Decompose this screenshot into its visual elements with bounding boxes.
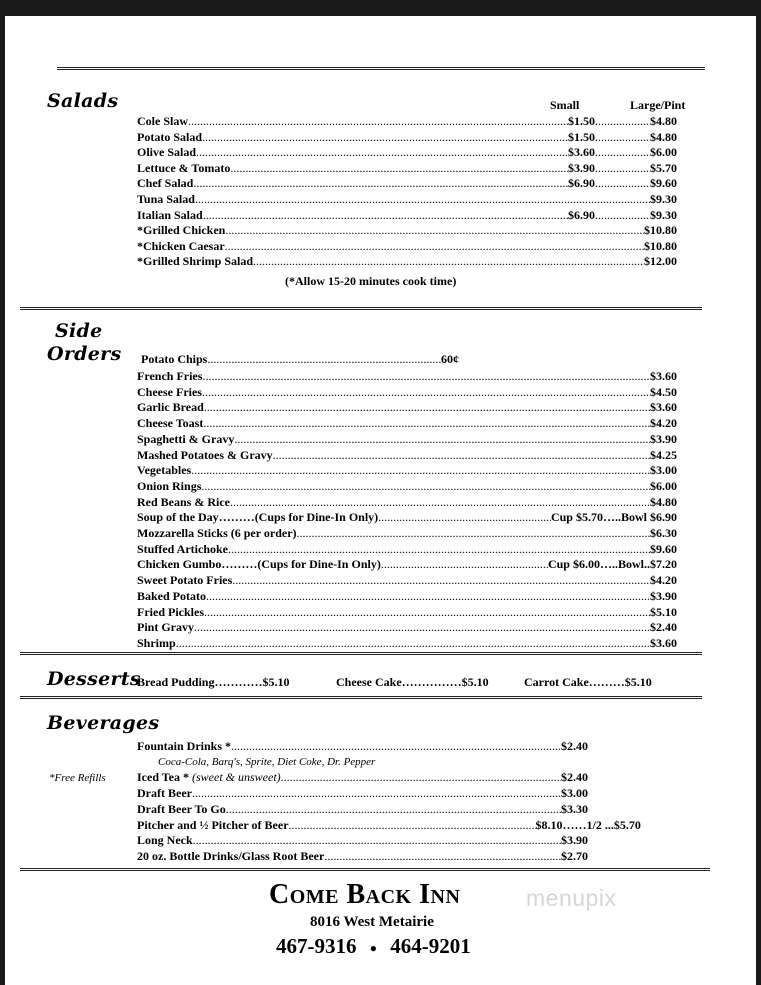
item-name: Tuna Salad (137, 192, 195, 206)
divider (20, 307, 702, 310)
item-price: $3.00 (650, 463, 677, 478)
item-name: Long Neck (137, 833, 193, 847)
item-name: Draft Beer (137, 786, 192, 800)
item-name: Lettuce & Tomato (137, 160, 231, 175)
dots: ….. (602, 510, 621, 525)
dessert-item: Carrot Cake………$5.10 (524, 675, 652, 689)
item-price-large: $5.70 (650, 160, 677, 175)
divider (57, 67, 705, 70)
menu-row (137, 849, 588, 864)
salads-title: Salads (47, 90, 119, 112)
menu-row (141, 352, 459, 367)
menu-row (137, 239, 677, 254)
divider (20, 696, 702, 699)
watermark: menupix (526, 885, 617, 911)
item-name: French Fries (137, 369, 203, 383)
menu-row (137, 145, 677, 160)
item-price: $4.50 (650, 384, 677, 399)
item-price-cup: Cup $5.70 (550, 510, 603, 525)
item-price: $3.30 (561, 802, 588, 816)
item-name: Soup of the Day (137, 510, 219, 525)
item-note: (Cups for Dine-In Only) (257, 557, 381, 572)
address: 8016 West Metairie (310, 914, 434, 930)
item-price: $3.60 (650, 635, 677, 650)
menu-row: Pitcher and ½ Pitcher of Beer ..... $8.10 …… 1/2 ...$5.70 (137, 818, 677, 833)
item-price-cup: Cup $6.00 (547, 557, 600, 572)
item-name: Potato Chips (141, 352, 208, 366)
item-name: Mozzarella Sticks (6 per order) (137, 526, 297, 540)
item-price: $2.40 (561, 739, 588, 753)
menu-row (137, 400, 677, 415)
menu-row (137, 557, 677, 572)
menu-row (137, 636, 677, 651)
divider (20, 652, 702, 655)
item-price: $4.80 (650, 494, 677, 509)
item-price-bowl: Bowl $6.90 (620, 510, 677, 525)
side-orders-title-line2: Orders (47, 343, 122, 365)
fountain-brands: Coca-Cola, Barq's, Sprite, Diet Coke, Dr. Pepper (158, 756, 376, 768)
menu-row (137, 479, 677, 494)
item-price: $3.00 (561, 786, 588, 800)
item-name: Draft Beer To Go (137, 802, 226, 816)
item-price-small: $1.50 (568, 114, 595, 128)
item-price: $4.25 (650, 447, 677, 462)
item-name: Cheese Toast (137, 416, 204, 431)
item-name: Baked Potato (137, 588, 206, 603)
side-orders-title-line1: Side (55, 320, 103, 342)
item-price-small: $6.90 (568, 176, 595, 191)
menu-row (137, 770, 588, 785)
divider (20, 868, 710, 871)
item-name: *Chicken Caesar (137, 238, 225, 253)
item-name: Chicken Gumbo (137, 557, 222, 572)
menu-row (137, 192, 677, 207)
menu-row (137, 385, 677, 400)
item-name: Olive Salad (137, 145, 197, 160)
menu-row (137, 802, 588, 817)
item-price: $4.20 (650, 573, 677, 588)
item-price-large: $9.60 (650, 176, 677, 191)
item-name: Chef Salad (137, 176, 194, 191)
dessert-item: Bread Pudding…………$5.10 (137, 675, 290, 689)
item-price: $9.60 (650, 541, 677, 556)
item-price-large: $4.80 (650, 129, 677, 144)
phone-1: 467-9316 (276, 934, 357, 958)
item-name: Fountain Drinks * (137, 739, 232, 753)
item-name: Red Beans & Rice (137, 494, 230, 509)
menu-row (137, 161, 677, 176)
item-price-large: $9.30 (650, 192, 677, 206)
free-refills-note: *Free Refills (49, 772, 106, 784)
item-name: Shrimp (137, 635, 176, 650)
item-name: Pint Gravy (137, 620, 194, 635)
item-price: $3.90 (650, 588, 677, 603)
item-price-small: $3.60 (568, 145, 595, 160)
menu-row (137, 432, 677, 447)
menu-row (137, 589, 677, 604)
item-price-half: 1/2 ...$5.70 (586, 818, 641, 832)
item-price-large: $12.00 (644, 254, 677, 269)
item-name: Iced Tea * (sweet & unsweet) (137, 770, 281, 784)
menu-row (137, 833, 588, 848)
menu-row (137, 495, 677, 510)
item-name: Onion Rings (137, 478, 202, 493)
item-name: Pitcher and ½ Pitcher of Beer (137, 818, 289, 832)
item-name: Cheese Fries (137, 384, 202, 399)
item-note: (Cups for Dine-In Only) (254, 510, 379, 525)
item-price: $2.40 (561, 770, 588, 784)
item-price-small: $1.50 (568, 129, 595, 144)
menu-row (137, 176, 677, 191)
item-name: Italian Salad (137, 207, 203, 222)
item-price: $3.60 (650, 400, 677, 415)
menu-row (137, 130, 677, 145)
item-price: $4.20 (650, 416, 677, 431)
item-price-large: $6.00 (650, 145, 677, 160)
menu-row (137, 739, 588, 754)
cook-time-note: (*Allow 15-20 minutes cook time) (285, 274, 457, 288)
item-price-large: $10.80 (644, 223, 677, 238)
menu-row (137, 620, 677, 635)
item-name: *Grilled Shrimp Salad (137, 254, 254, 269)
phone-2: 464-9201 (390, 934, 471, 958)
bullet: ● (369, 940, 377, 955)
item-price: $3.90 (650, 431, 677, 446)
menu-page (5, 16, 756, 985)
menu-row (137, 526, 677, 541)
item-price-bowl: Bowl..$7.20 (617, 557, 677, 572)
item-price-large: $9.30 (650, 207, 677, 222)
item-price: $3.60 (650, 369, 677, 383)
item-name: Stuffed Artichoke (137, 541, 228, 556)
menu-row (137, 786, 588, 801)
item-price: $5.10 (650, 604, 677, 619)
column-small: Small (550, 98, 580, 112)
item-name: Vegetables (137, 463, 192, 478)
item-name: Sweet Potato Fries (137, 573, 233, 588)
menu-row (137, 114, 677, 129)
dots: ….. (599, 557, 618, 572)
item-price-small: $6.90 (568, 207, 595, 222)
item-name: *Grilled Chicken (137, 223, 226, 238)
desserts-title: Desserts (47, 668, 141, 690)
item-price-large: $10.80 (644, 238, 677, 253)
item-price: 60¢ (441, 352, 459, 366)
menu-row (137, 510, 677, 525)
item-name: Potato Salad (137, 129, 203, 144)
menu-row (137, 254, 677, 269)
restaurant-name: Come Back Inn (269, 879, 461, 910)
phone-numbers (276, 934, 471, 959)
beverages-title: Beverages (47, 712, 160, 734)
dessert-item: Cheese Cake……………$5.10 (336, 675, 489, 689)
item-name: 20 oz. Bottle Drinks/Glass Root Beer (137, 849, 325, 863)
menu-row (137, 416, 677, 431)
item-price: $6.00 (650, 478, 677, 493)
menu-row (137, 605, 677, 620)
item-name: Garlic Bread (137, 400, 204, 415)
item-price-large: $4.80 (650, 114, 677, 128)
dots: ……… (221, 557, 258, 572)
item-price: $3.90 (561, 833, 588, 847)
menu-row (137, 369, 677, 384)
item-name: Cole Slaw (137, 114, 188, 128)
column-large: Large/Pint (630, 98, 686, 112)
item-name: Spaghetti & Gravy (137, 431, 235, 446)
item-price: $6.30 (650, 526, 677, 540)
item-price: $2.70 (561, 849, 588, 863)
menu-row (137, 463, 677, 478)
item-name: Fried Pickles (137, 604, 204, 619)
item-price: $2.40 (650, 620, 677, 635)
menu-row (137, 542, 677, 557)
menu-row (137, 573, 677, 588)
menu-row (137, 448, 677, 463)
dots: ……… (218, 510, 255, 525)
menu-row (137, 223, 677, 238)
item-price: $8.10 (535, 818, 563, 832)
menu-row (137, 208, 677, 223)
item-price-small: $3.90 (568, 160, 595, 175)
item-name: Mashed Potatoes & Gravy (137, 447, 273, 462)
